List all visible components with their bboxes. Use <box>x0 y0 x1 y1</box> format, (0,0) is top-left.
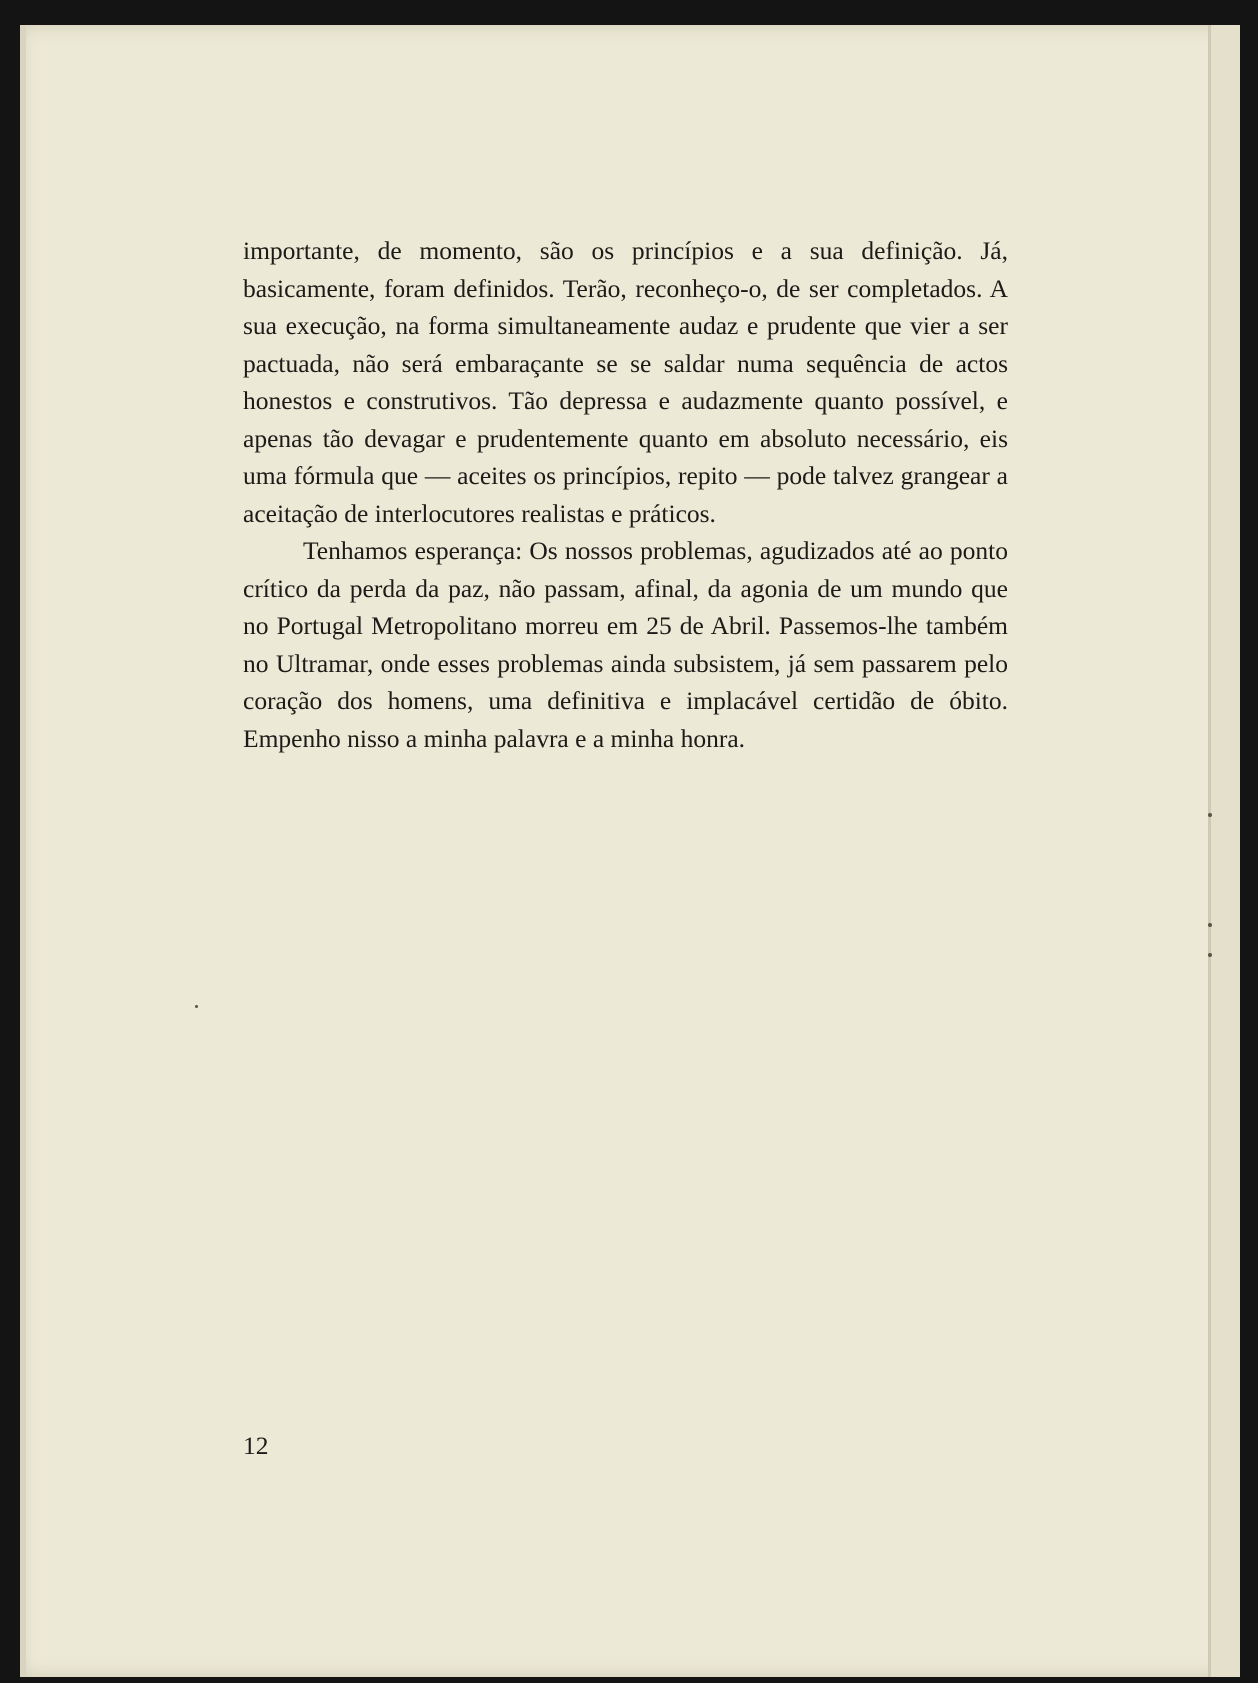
paper-speck <box>1208 953 1212 957</box>
paragraph-2: Tenhamos esperança: Os nossos problemas, agudizados até ao ponto crítico da perda da paz, não passam, afinal, da agonia de um mundo que no Portugal Metropolitano morreu em 25 de Abril. Passemos-lhe também no Ultramar, onde esses problemas ainda subsistem, já sem passarem pelo coração dos homens, uma definitiva e implacável certidão de óbito. Empenho nisso a minha palavra e a minha honra. <box>243 536 1008 753</box>
paragraph-1: importante, de momento, são os princípios e a sua definição. Já, basicamente, foram definidos. Terão, reconheço-o, de ser completados. A sua execução, na forma simultaneamente audaz e prudente que vier a ser pactuada, não será embaraçante se se saldar numa sequência de actos honestos e construtivos. Tão depressa e audazmente quanto possível, e apenas tão devagar e prudentemente quanto em absoluto necessário, eis uma fórmula que — aceites os princípios, repito — pode talvez grangear a aceitação de interlocutores realistas e práticos. <box>243 236 1008 528</box>
paper-speck <box>1208 813 1212 817</box>
scan-right-border <box>1240 25 1258 1683</box>
body-text <box>243 232 1008 757</box>
page-left-edge <box>20 25 26 1677</box>
paper-speck <box>1208 923 1212 927</box>
adjacent-page-strip <box>1211 25 1240 1677</box>
paper-speck <box>195 1005 198 1008</box>
page-number: 12 <box>243 1431 269 1460</box>
